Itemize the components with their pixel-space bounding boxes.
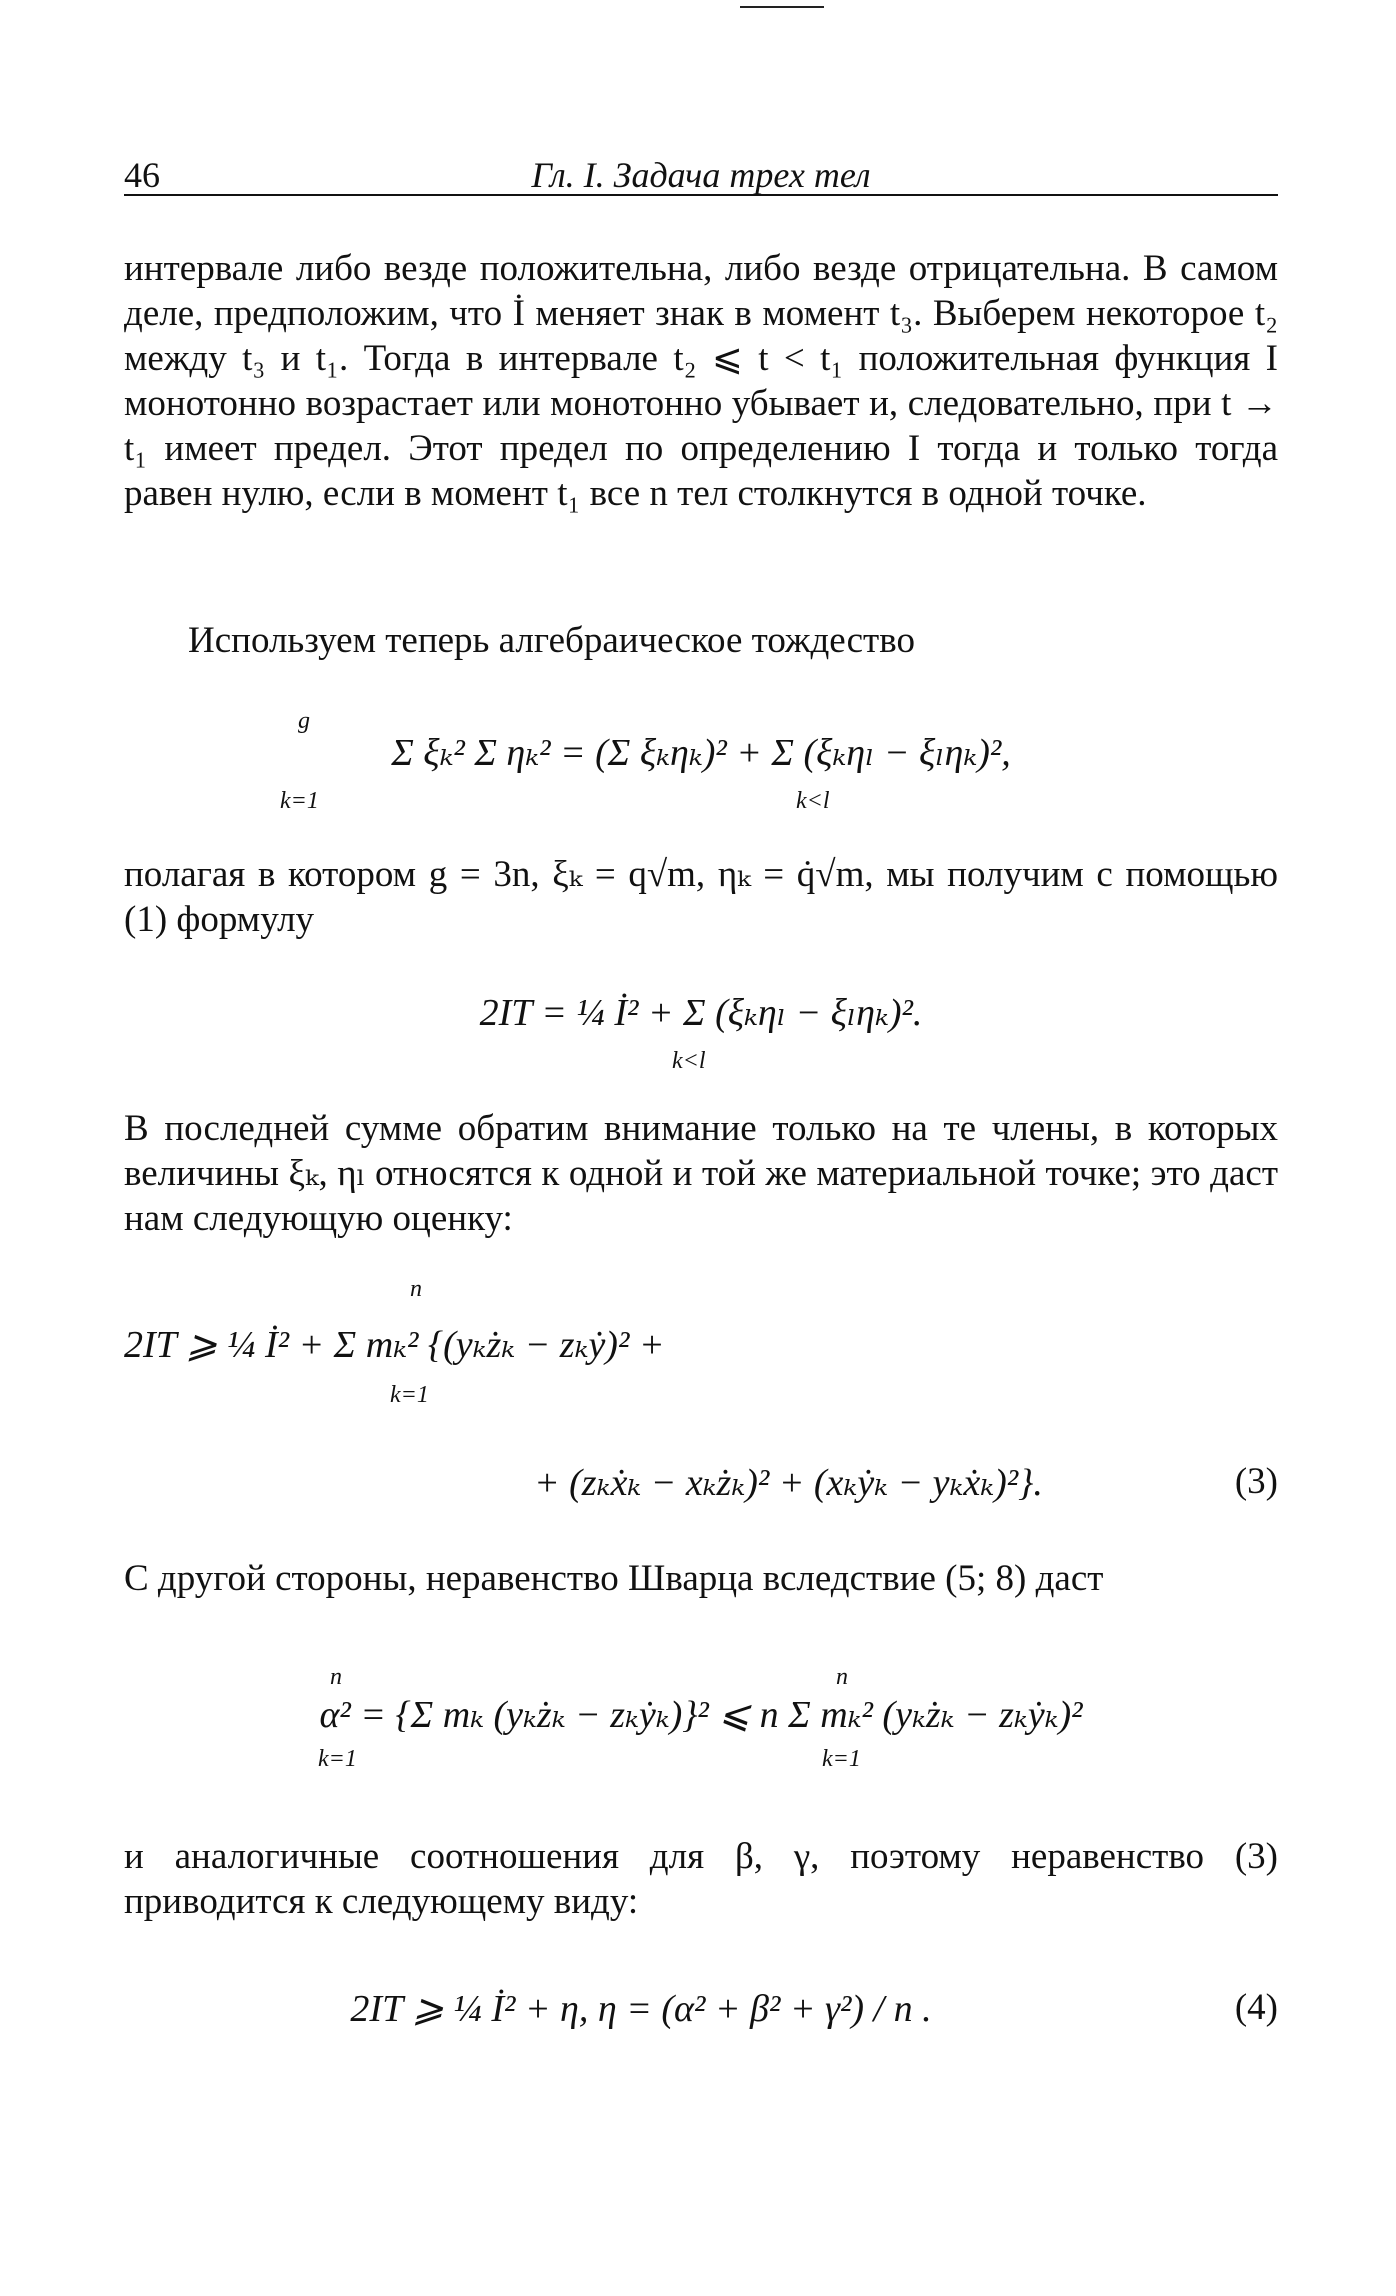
- estimate-sum-top: n: [410, 1276, 422, 1302]
- paragraph-2: Используем теперь алгебраическое тождество: [188, 620, 915, 661]
- paragraph-3: полагая в котором g = 3n, ξₖ = q√m, ηₖ = q̇√m, мы получим с помощью (1) формулу: [124, 854, 1278, 940]
- running-header: [124, 154, 1278, 196]
- formula-final: [124, 1986, 1278, 2031]
- schwarz-sum-top-1: n: [330, 1664, 342, 1690]
- schwarz-sum-top-2: n: [836, 1664, 848, 1690]
- chapter-title: Гл. I. Задача трех тел: [531, 155, 871, 195]
- page-number: 46: [124, 155, 160, 195]
- paragraph-1: интервале либо везде положительна, либо везде отрицательна. В самом деле, предположим, что İ меняет знак в момент t₃. Выберем некоторое t₂ между t₃ и t₁. Тогда в интервале t₂ ⩽ t < t₁ положительная функция I монотонно возрастает или монотонно убывает и, следовательно, при t → t₁ имеет предел. Этот предел по определению I тогда и только тогда равен нулю, если в момент t₁ все n тел столкнутся в одной точке.: [124, 248, 1278, 514]
- identity-limit-top: g: [298, 708, 310, 734]
- estimate-line-2-text: + (zₖẋₖ − xₖżₖ)² + (xₖẏₖ − yₖẋₖ)²}.: [534, 1462, 1043, 1504]
- formula-2IT-sum-bottom: k<l: [672, 1048, 706, 1074]
- equation-number-3: (3): [1234, 1461, 1278, 1502]
- identity-limit-bottom-last: k<l: [796, 788, 830, 814]
- formula-schwarz: α² = {Σ mₖ (yₖżₖ − zₖẏₖ)}² ⩽ n Σ mₖ² (yₖżₖ − zₖẏₖ)²: [319, 1694, 1083, 1736]
- paragraph-6: и аналогичные соотношения для β, γ, поэтому неравенство (3) приводится к следующему виду:: [124, 1836, 1278, 1922]
- estimate-sum-bottom: k=1: [390, 1382, 429, 1408]
- identity-limit-bottom: k=1: [280, 788, 319, 814]
- estimate-line-1: 2IT ⩾ ¼ İ² + Σ mₖ² {(yₖżₖ − zₖẏ)² +: [124, 1324, 665, 1366]
- schwarz-sum-bottom-1: k=1: [318, 1746, 357, 1772]
- formula-2IT: 2IT = ¼ İ² + Σ (ξₖηₗ − ξₗηₖ)².: [479, 992, 923, 1034]
- schwarz-sum-bottom-2: k=1: [822, 1746, 861, 1772]
- equation-number-4: (4): [1234, 1987, 1278, 2028]
- top-rule: [740, 6, 824, 8]
- formula-final-text: 2IT ⩾ ¼ İ² + η, η = (α² + β² + γ²) / n .: [350, 1988, 932, 2030]
- paragraph-5: С другой стороны, неравенство Шварца вследствие (5; 8) даст: [124, 1558, 1104, 1599]
- estimate-line-2: [124, 1460, 1278, 1505]
- formula-identity: Σ ξₖ² Σ ηₖ² = (Σ ξₖηₖ)² + Σ (ξₖηₗ − ξₗηₖ)²,: [391, 732, 1011, 774]
- paragraph-4: В последней сумме обратим внимание только на те члены, в которых величины ξₖ, ηₗ относятся к одной и той же материальной точке; это даст нам следующую оценку:: [124, 1108, 1278, 1239]
